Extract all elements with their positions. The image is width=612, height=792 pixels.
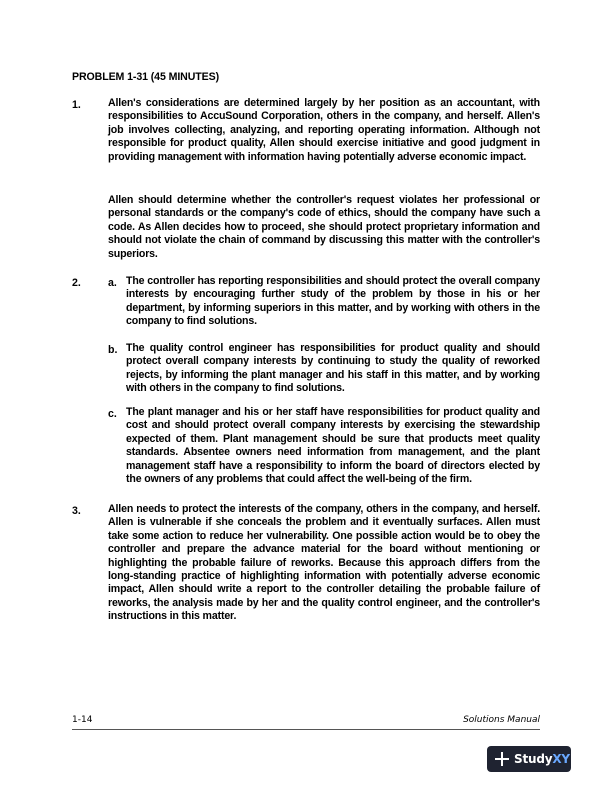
- footer-divider: [72, 729, 540, 730]
- footer-book-title: Solutions Manual: [463, 715, 540, 725]
- item-3-paragraph-1: Allen needs to protect the interests of the company, others in the company, and herself. Allen is vulnerable if she conceals the problem and it eventually surfaces. Allen must take some action to reduce her vulnerability. One possible action would be to obey the controller and prepare the advance material for the board without mentioning or highlighting the probable failure of reworks. Because this approach differs from the long-standing practice of highlighting information with potentially adverse economic impact, Allen should write a report to the controller detailing the probable failure of reworks, the analysis made by her and the quality control engineer, and the controller's instructions in this matter.: [108, 503, 540, 623]
- item-1-paragraph-2: Allen should determine whether the controller's request violates her professional or personal standards or the company's code of ethics, should the company have such a code. As Allen decides how to proceed, she should protect proprietary information and should not violate the chain of command by discussing this matter with the controller's superiors.: [108, 194, 540, 260]
- logo-text: [514, 752, 570, 766]
- subitem-b-text: The quality control engineer has responsibilities for product quality and should protect overall company interests by continuing to study the quality of reworked rejects, by informing the plant manager and his staff in this matter, and by working with others in the company to find solutions.: [126, 342, 540, 395]
- logo-text-main: Study: [514, 752, 553, 766]
- subitem-letter-c: c.: [108, 408, 117, 420]
- subitem-letter-a: a.: [108, 277, 117, 289]
- page-title: PROBLEM 1-31 (45 MINUTES): [72, 71, 220, 83]
- footer-page-number: 1-14: [72, 715, 93, 725]
- logo-text-accent: XY: [552, 752, 570, 766]
- plus-icon: [495, 752, 509, 766]
- subitem-letter-b: b.: [108, 344, 118, 356]
- item-number-3: 3.: [72, 505, 81, 517]
- item-number-2: 2.: [72, 277, 81, 289]
- item-1-paragraph-1: Allen's considerations are determined largely by her position as an accountant, with responsibilities to AccuSound Corporation, others in the company, and herself. Allen's job involves collecting, analyzing, and reporting operating information. Although not responsible for product quality, Allen should exercise initiative and good judgment in providing management with information having potentially adverse economic impact.: [108, 97, 540, 163]
- item-number-1: 1.: [72, 99, 81, 111]
- studyxy-logo[interactable]: [487, 746, 571, 772]
- subitem-c-text: The plant manager and his or her staff have responsibilities for product quality and cost and should protect overall company interests by exercising the stewardship expected of them. Plant management should be sure that products meet quality standards. Absentee owners need information from management, and the plant management staff have a responsibility to inform the board of directors elected by the owners of any problems that could affect the well-being of the firm.: [126, 406, 540, 486]
- subitem-a-text: The controller has reporting responsibilities and should protect the overall company interests by encouraging further study of the problem by those in his or her department, by informing superiors in this matter, and by working with others in the company to find solutions.: [126, 275, 540, 328]
